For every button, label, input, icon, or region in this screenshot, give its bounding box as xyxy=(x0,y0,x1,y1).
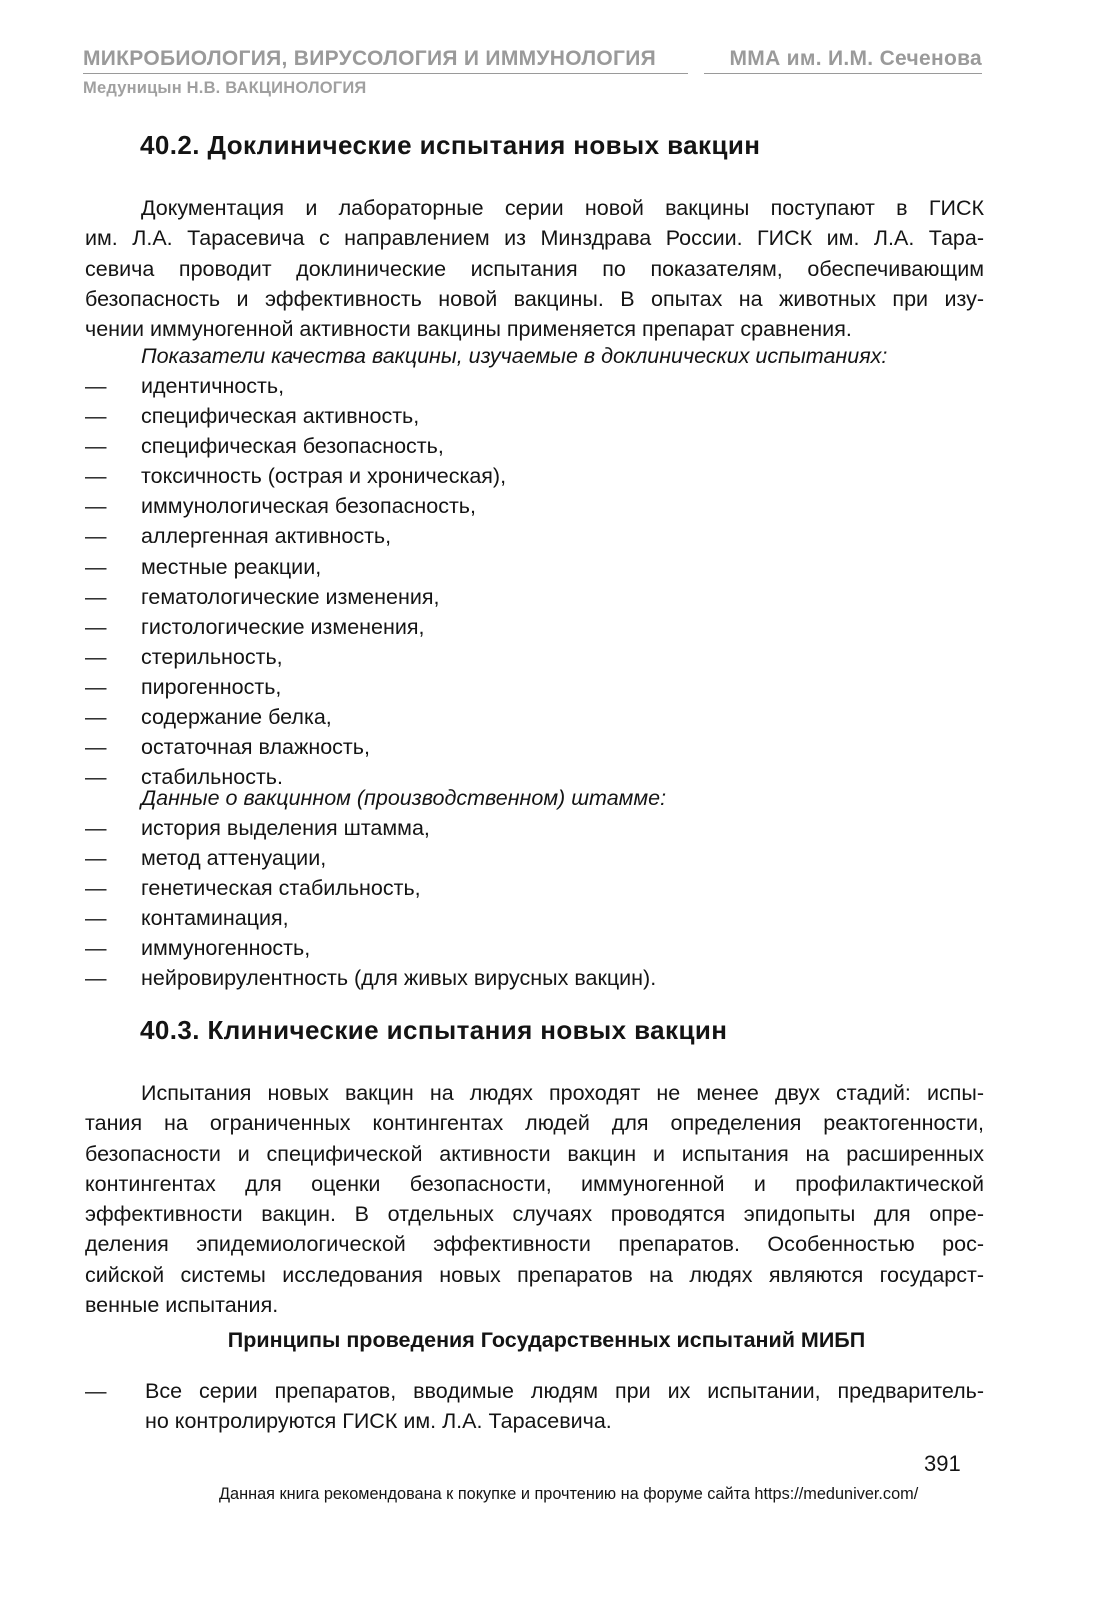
list-item xyxy=(85,732,506,762)
list-item-text: аллергенная активность, xyxy=(141,524,392,549)
dash-bullet: — xyxy=(85,674,107,699)
list-item xyxy=(85,1376,984,1437)
dash-bullet: — xyxy=(85,765,107,790)
list-item-text: история выделения штамма, xyxy=(141,816,430,840)
list-item xyxy=(85,431,506,461)
list-item-text: стерильность, xyxy=(141,644,283,669)
text-line: им. Л.А. Тарасевича с направлением из Минздрава России. ГИСК им. Л.А. Тара- xyxy=(85,226,984,251)
text-line: контингентах для оценки безопасности, иммуногенной и профилактической xyxy=(85,1171,984,1196)
text-line: Все серии препаратов, вводимые людям при их испытании, предваритель- xyxy=(145,1379,984,1403)
list-item-text: гистологические изменения, xyxy=(141,614,425,639)
list-item xyxy=(85,813,656,843)
strain-data-list xyxy=(85,813,656,994)
list-item-text: метод аттенуации, xyxy=(141,846,327,871)
dash-bullet: — xyxy=(85,936,107,961)
list-item-text: гематологические изменения, xyxy=(141,584,440,609)
list-item-text: контаминация, xyxy=(141,906,289,931)
text-line: но контролируются ГИСК им. Л.А. Тарасевича. xyxy=(145,1409,612,1434)
list-item xyxy=(85,371,506,401)
text-line: безопасности и специфической активности вакцин и испытания на расширенных xyxy=(85,1141,984,1166)
list-item xyxy=(85,491,506,521)
list-item xyxy=(85,461,506,491)
list-item-text: остаточная влажность, xyxy=(141,735,370,760)
dash-bullet: — xyxy=(85,906,107,931)
list-item xyxy=(85,672,506,702)
list-item-text: иммунологическая безопасность, xyxy=(141,494,476,519)
list-item-text: иммуногенность, xyxy=(141,936,311,961)
list-item xyxy=(85,521,506,551)
list-item-text: стабильность. xyxy=(141,765,283,790)
list-item xyxy=(85,552,506,582)
dash-bullet: — xyxy=(85,374,107,398)
list-item-text: содержание белка, xyxy=(141,705,332,730)
text-line: венные испытания. xyxy=(85,1293,279,1318)
list-item xyxy=(85,582,506,612)
list-title: Показатели качества вакцины, изучаемые в доклинических испытаниях: xyxy=(141,344,888,368)
list-item xyxy=(85,873,656,903)
header-author: Медуницын Н.В. ВАКЦИНОЛОГИЯ xyxy=(83,79,367,97)
dash-bullet: — xyxy=(85,524,107,549)
text-line: чении иммуногенной активности вакцины применяется препарат сравнения. xyxy=(85,317,852,342)
header-institution: ММА им. И.М. Сеченова xyxy=(729,47,982,70)
dash-bullet: — xyxy=(85,876,107,901)
page-number: 391 xyxy=(924,1451,961,1476)
list-item xyxy=(85,903,656,933)
text-line: сийской системы исследования новых препаратов на людях являются государст- xyxy=(85,1262,984,1287)
list-item xyxy=(85,963,656,993)
dash-bullet: — xyxy=(85,1379,107,1403)
dash-bullet: — xyxy=(85,644,107,669)
dash-bullet: — xyxy=(85,494,107,519)
list-item-text: идентичность, xyxy=(141,374,285,398)
list-item xyxy=(85,642,506,672)
list-item-text xyxy=(145,1376,984,1437)
dash-bullet: — xyxy=(85,464,107,489)
list-item-text: нейровирулентность (для живых вирусных вакцин). xyxy=(141,966,657,991)
list-item-text: пирогенность, xyxy=(141,674,282,699)
subheading xyxy=(0,1328,1103,1353)
dash-bullet: — xyxy=(85,735,107,760)
list-item-text: генетическая стабильность, xyxy=(141,876,421,901)
list-item xyxy=(85,843,656,873)
dash-bullet: — xyxy=(85,966,107,991)
text-line: деления эпидемиологической эффективности препаратов. Особенностью рос- xyxy=(85,1232,984,1257)
section-heading: 40.2. Доклинические испытания новых вакцин xyxy=(140,130,761,160)
list-title: Данные о вакцинном (производственном) штамме: xyxy=(141,786,667,810)
list-item xyxy=(85,401,506,431)
dash-bullet: — xyxy=(85,614,107,639)
dash-bullet: — xyxy=(85,846,107,871)
dash-bullet: — xyxy=(85,554,107,579)
list-item xyxy=(85,702,506,732)
text-line: тания на ограниченных контингентах людей для определения реактогенности, xyxy=(85,1111,984,1136)
dash-bullet: — xyxy=(85,404,107,429)
header-rule xyxy=(704,73,982,74)
section-heading: 40.3. Клинические испытания новых вакцин xyxy=(140,1015,728,1045)
paragraph xyxy=(85,1078,984,1320)
list-item xyxy=(85,612,506,642)
footer-note: Данная книга рекомендована к покупке и прочтению на форуме сайта https://meduniver.com/ xyxy=(219,1485,919,1503)
dash-bullet: — xyxy=(85,816,107,840)
list-item-text: специфическая активность, xyxy=(141,404,420,429)
subheading-text: Принципы проведения Государственных испытаний МИБП xyxy=(227,1328,866,1352)
paragraph xyxy=(85,193,984,344)
dash-bullet: — xyxy=(85,434,107,459)
list-item-text: специфическая безопасность, xyxy=(141,434,444,459)
text-line: безопасность и эффективность новой вакцины. В опытах на животных при изу- xyxy=(85,286,984,311)
list-item-text: местные реакции, xyxy=(141,554,322,579)
list-item-text: токсичность (острая и хроническая), xyxy=(141,464,507,489)
text-line: севича проводит доклинические испытания по показателям, обеспечивающим xyxy=(85,256,984,281)
header-rule xyxy=(83,73,688,74)
dash-bullet: — xyxy=(85,584,107,609)
text-line: Испытания новых вакцин на людях проходят не менее двух стадий: испы- xyxy=(141,1081,984,1105)
text-line: эффективности вакцин. В отдельных случаях проводятся эпидопыты для опре- xyxy=(85,1202,984,1227)
text-line: Документация и лабораторные серии новой вакцины поступают в ГИСК xyxy=(141,196,984,220)
dash-bullet: — xyxy=(85,705,107,730)
header-book-title: МИКРОБИОЛОГИЯ, ВИРУСОЛОГИЯ И ИММУНОЛОГИЯ xyxy=(83,47,657,70)
quality-indicators-list xyxy=(85,371,506,792)
list-item xyxy=(85,933,656,963)
